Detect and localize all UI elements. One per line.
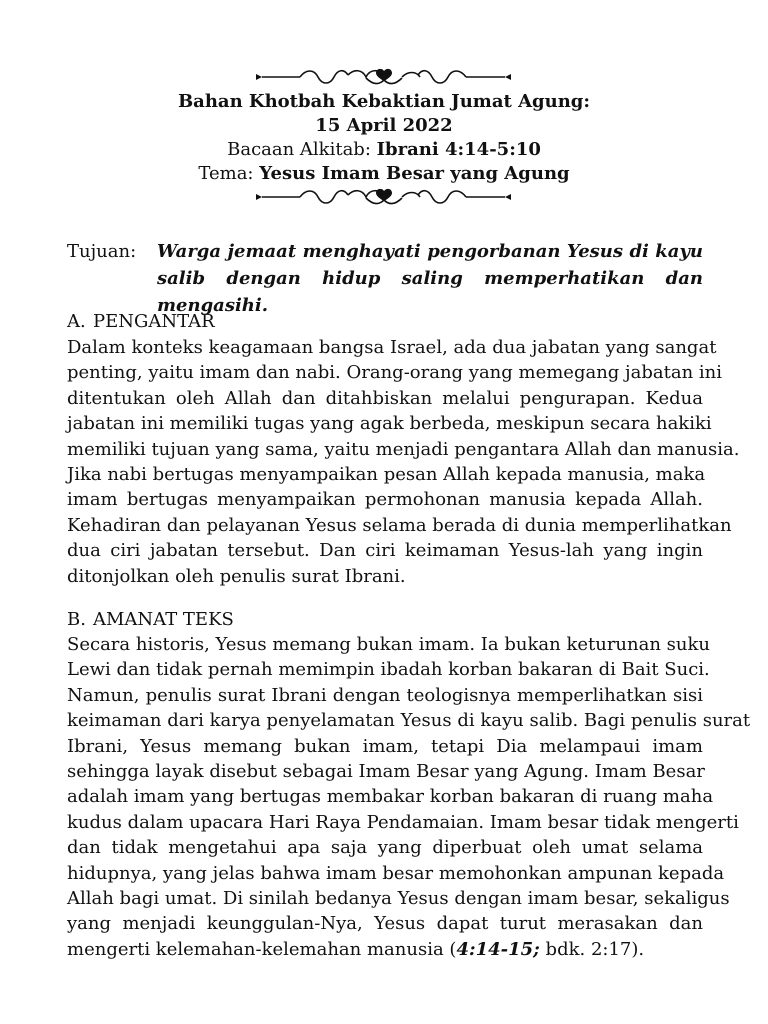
paragraph-line: dan tidak mengetahui apa saja yang diperbuat oleh umat selama <box>67 837 703 859</box>
scripture-reference: 4:14-15; <box>456 938 540 960</box>
section-a-letter: A. <box>67 311 86 332</box>
paragraph-line: Namun, penulis surat Ibrani dengan teologisnya memperlihatkan sisi <box>67 684 703 706</box>
paragraph-line: Secara historis, Yesus memang bukan imam. Ia bukan keturunan suku <box>67 634 710 655</box>
last-line-text: mengerti kelemahan-kelemahan manusia ( <box>67 938 457 960</box>
paragraph-line: jabatan ini memiliki tugas yang agak berbeda, meskipun secara hakiki <box>67 413 712 435</box>
paragraph-line: adalah imam yang bertugas membakar korban bakaran di ruang maha <box>67 786 714 808</box>
top-ornament-divider <box>0 66 768 88</box>
paragraph-line: ditentukan oleh Allah dan ditahbiskan melalui pengurapan. Kedua <box>67 387 703 409</box>
paragraph-line: dua ciri jabatan tersebut. Dan ciri keimaman Yesus-lah yang ingin <box>67 540 703 562</box>
paragraph-line: kudus dalam upacara Hari Raya Pendamaian. Imam besar tidak mengerti <box>67 811 739 833</box>
last-line-tail: bdk. 2:17). <box>539 938 645 960</box>
section-b-letter: B. <box>67 609 86 630</box>
section-b-title: AMANAT TEKS <box>93 609 234 630</box>
paragraph-line: Ibrani, Yesus memang bukan imam, tetapi Dia melampaui imam <box>67 735 703 757</box>
sermon-date: 15 April 2022 <box>315 115 453 136</box>
paragraph-line: Jika nabi bertugas menyampaikan pesan Allah kepada manusia, maka <box>67 464 706 486</box>
paragraph-line: sehingga layak disebut sebagai Imam Besar yang Agung. Imam Besar <box>67 761 705 783</box>
paragraph-line: Dalam konteks keagamaan bangsa Israel, ada dua jabatan yang sangat <box>67 337 717 358</box>
bible-reading-label: Bacaan Alkitab: <box>227 139 371 160</box>
theme-label: Tema: <box>198 163 254 184</box>
section-a-heading <box>67 309 215 335</box>
sermon-header <box>0 90 768 186</box>
paragraph-line: hidupnya, yang jelas bahwa imam besar memohonkan ampunan kepada <box>67 862 725 884</box>
section-b-paragraph <box>67 632 751 962</box>
section-a-title: PENGANTAR <box>93 311 215 332</box>
paragraph-line: imam bertugas menyampaikan permohonan manusia kepada Allah. <box>67 489 703 511</box>
bible-reading-ref: Ibrani 4:14-5:10 <box>376 139 541 160</box>
theme-value: Yesus Imam Besar yang Agung <box>259 163 570 184</box>
purpose-text: Warga jemaat menghayati pengorbanan Yesus di kayu salib dengan hidup saling memperhatikan dan mengasihi. <box>157 241 703 316</box>
bottom-ornament-divider <box>0 186 768 208</box>
paragraph-line: Allah bagi umat. Di sinilah bedanya Yesus dengan imam besar, sekaligus <box>67 888 730 910</box>
paragraph-line: Kehadiran dan pelayanan Yesus selama berada di dunia memperlihatkan <box>67 514 732 536</box>
paragraph-line: memiliki tujuan yang sama, yaitu menjadi pengantara Allah dan manusia. <box>67 438 740 460</box>
paragraph-line: yang menjadi keunggulan-Nya, Yesus dapat turut merasakan dan <box>67 913 703 935</box>
theme-line <box>0 162 768 186</box>
section-b-heading <box>67 607 234 633</box>
bible-reading-line <box>0 138 768 162</box>
paragraph-line: keimaman dari karya penyelamatan Yesus di kayu salib. Bagi penulis surat <box>67 710 751 732</box>
section-a-paragraph <box>67 335 740 589</box>
paragraph-line: penting, yaitu imam dan nabi. Orang-orang yang memegang jabatan ini <box>67 362 723 384</box>
sermon-title: Bahan Khotbah Kebaktian Jumat Agung: <box>177 91 591 112</box>
purpose-label: Tujuan: <box>67 241 137 262</box>
paragraph-last-line <box>67 937 703 962</box>
paragraph-line: ditonjolkan oleh penulis surat Ibrani. <box>67 565 406 587</box>
paragraph-line: Lewi dan tidak pernah memimpin ibadah korban bakaran di Bait Suci. <box>67 659 710 681</box>
